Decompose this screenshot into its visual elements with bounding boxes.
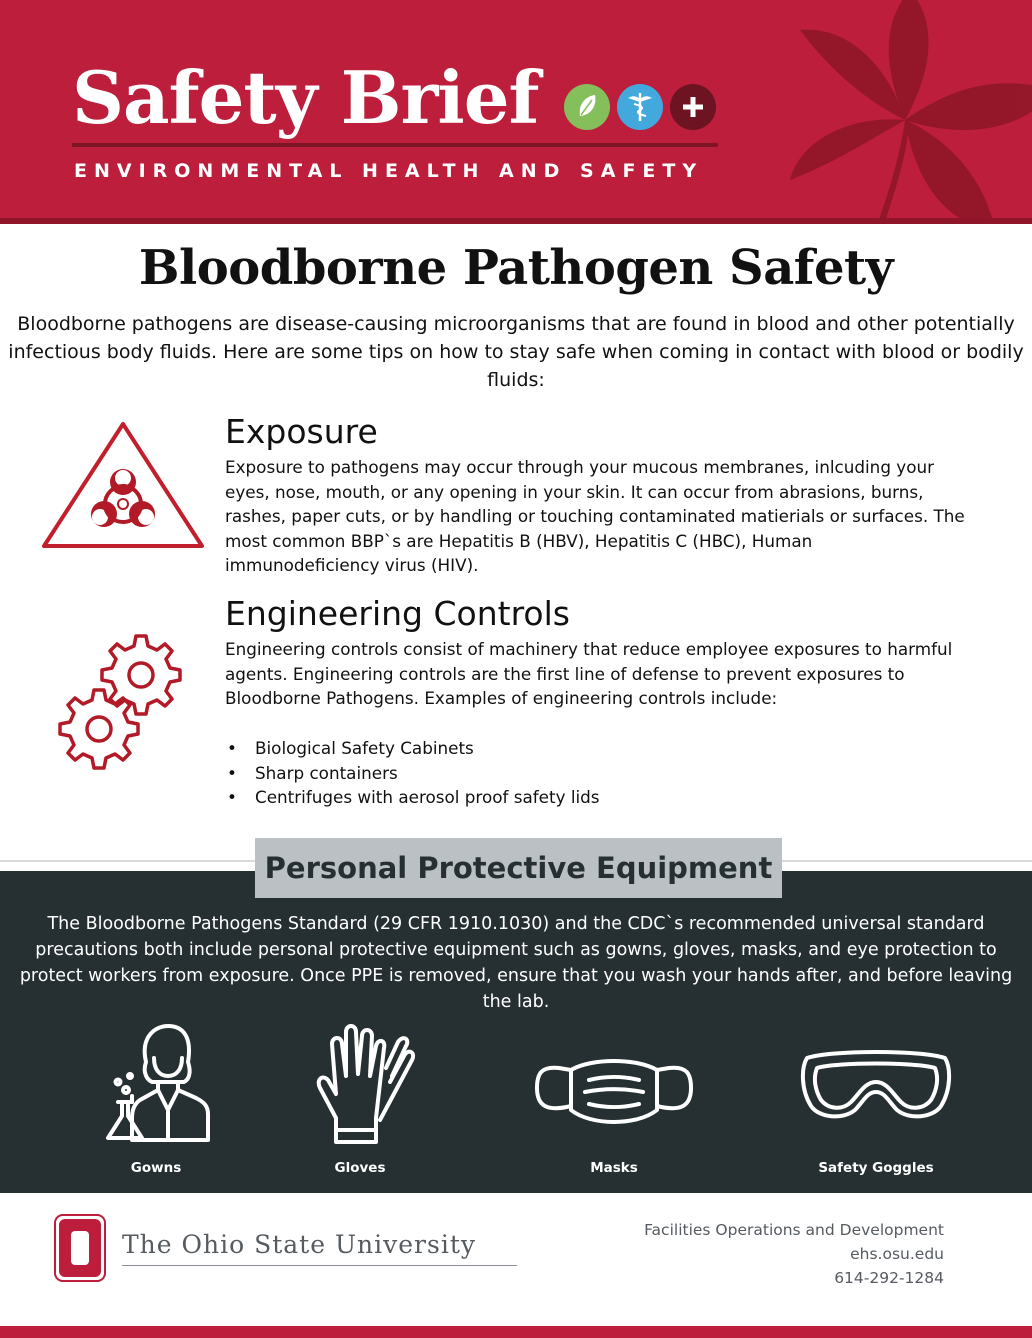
ppe-label-goggles: Safety Goggles [818,1160,934,1176]
brand-subtitle: ENVIRONMENTAL HEALTH AND SAFETY [74,160,704,182]
scientist-gown-icon [96,1018,216,1146]
university-rule [122,1265,517,1266]
glove-icon [300,1018,420,1148]
gears-icon [56,630,186,772]
list-item: • Biological Safety Cabinets [225,736,925,761]
exposure-body: Exposure to pathogens may occur through your mucous membranes, inlcuding your eyes, nose, mouth, or any opening in your skin. It can occur from abrasions, burns, rashes, paper cuts, or by handling or touching contaminated matierials or surfaces. The most common BBP`s are Hepatitis B (HBV), Hepatitis C (HBC), Human immunodeficiency virus (HIV). [225,457,965,575]
engineering-controls-body: Engineering controls consist of machinery that reduce employee exposures to harmful agents. Engineering controls are the first line of defense to prevent exposures to Bloodborne Pathogens. Examples of engineering controls include: [225,639,953,708]
intro-paragraph: Bloodborne pathogens are disease-causing microorganisms that are found in blood and other potentially infectious body fluids. Here are some tips on how to stay safe when coming in contact with blood or bodily fluids: [8,313,1024,391]
list-item: • Sharp containers [225,761,925,786]
ppe-label-masks: Masks [590,1160,638,1176]
ppe-item-gowns [66,1018,246,1146]
caduceus-icon [617,84,663,130]
biohazard-icon [38,418,208,552]
website-link[interactable]: ehs.osu.edu [850,1245,944,1263]
buckeye-leaf-icon [770,0,1032,222]
brand-title: Safety Brief [72,55,539,140]
ppe-item-goggles [786,1018,966,1148]
page-title: Bloodborne Pathogen Safety [138,240,894,296]
osu-block-o-logo [54,1214,106,1282]
list-item: • Centrifuges with aerosol proof safety lids [225,785,925,810]
university-name: The Ohio State University [122,1230,477,1259]
brand-rule [72,143,718,147]
engineering-controls-list [225,736,925,810]
goggles-icon [791,1018,961,1148]
header-banner [0,0,1032,222]
ppe-item-masks [524,1018,704,1148]
exposure-title: Exposure [225,412,378,451]
ppe-label-gloves: Gloves [334,1160,386,1176]
contact-info [644,1218,944,1290]
header-divider [0,218,1032,224]
ppe-label-gowns: Gowns [130,1160,182,1176]
department-name: Facilities Operations and Development [644,1221,944,1239]
leaf-icon [564,84,610,130]
ppe-body: The Bloodborne Pathogens Standard (29 CFR 1910.1030) and the CDC`s recommended universal standard precautions both include personal protective equipment such as gowns, gloves, masks, and eye protection to protect workers from exposure. Once PPE is removed, ensure that you wash your hands after, and before leaving the lab. [19,914,1013,1012]
plus-icon [670,84,716,130]
footer-bar [0,1326,1032,1338]
face-mask-icon [529,1018,699,1148]
engineering-controls-title: Engineering Controls [225,594,570,633]
phone-number: 614-292-1284 [834,1269,944,1287]
ppe-title: Personal Protective Equipment [255,838,782,898]
ppe-item-gloves [270,1018,450,1148]
